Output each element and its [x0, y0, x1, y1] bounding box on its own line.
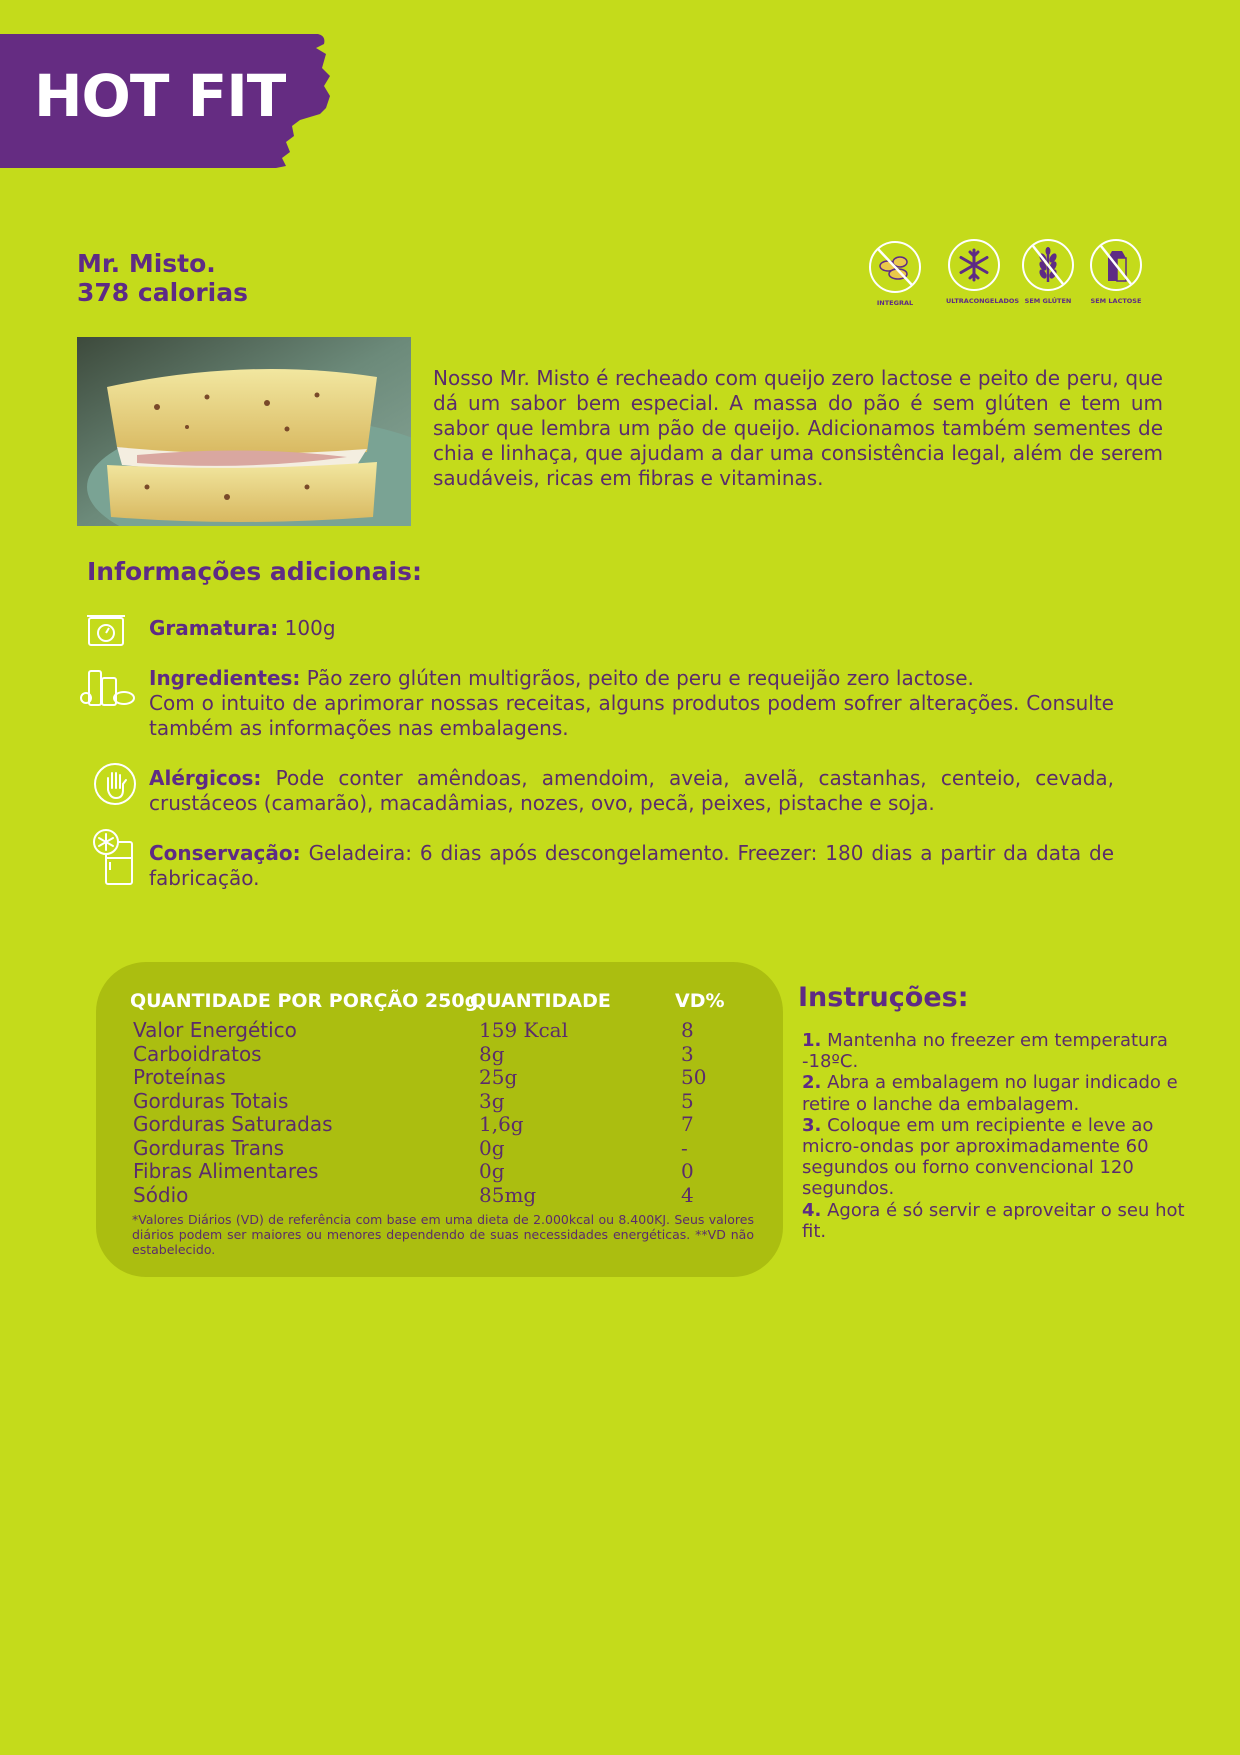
additional-info-title: Informações adicionais:	[87, 557, 422, 586]
nutrition-row-vd: 4	[681, 1182, 694, 1207]
nutrition-row-vd: 3	[681, 1041, 694, 1066]
nutrition-row-quantity: 3g	[479, 1088, 505, 1113]
gramatura-value: 100g	[284, 616, 336, 640]
nutrition-row-quantity: 1,6g	[479, 1112, 524, 1136]
product-photo	[77, 337, 411, 526]
ingredientes-label: Ingredientes:	[149, 666, 301, 690]
ingredients-icon	[80, 668, 136, 712]
nutrition-row-quantity: 159 Kcal	[479, 1018, 568, 1042]
conservacao-label: Conservação:	[149, 841, 301, 865]
gramatura-label: Gramatura:	[149, 616, 279, 640]
nutrition-row-quantity: 0g	[479, 1135, 505, 1160]
alergicos-label: Alérgicos:	[149, 766, 262, 790]
snowflake-icon	[947, 238, 1001, 292]
nutrition-names	[133, 1019, 333, 1207]
badge-sem-gluten	[1020, 238, 1076, 305]
milk-carton-crossed-icon	[1089, 238, 1143, 292]
nutrition-row-name: Carboidratos	[133, 1041, 262, 1066]
nutrition-quantities	[479, 1019, 568, 1207]
ingredientes-value: Pão zero glúten multigrãos, peito de peru e requeijão zero lactose.	[306, 666, 974, 690]
nutrition-row-quantity: 85mg	[479, 1182, 537, 1207]
brand-logo-text: HOT FIT	[34, 62, 286, 130]
product-calories: 378 calorias	[77, 278, 248, 307]
ingredientes-note: Com o intuito de aprimorar nossas receitas, alguns produtos podem sofrer alterações. Consulte também as informações nas embalagens.	[149, 691, 1114, 740]
badge-label: SEM GLÚTEN	[1024, 297, 1072, 305]
step-text: Coloque em um recipiente e leve ao micro-ondas por aproximadamente 60 segundos ou forno convencional 120 segundos.	[802, 1114, 1154, 1200]
instructions-list	[802, 1030, 1214, 1242]
nutrition-vd-values	[681, 1019, 706, 1207]
nutrition-row-vd: 8	[681, 1018, 694, 1042]
step-text: Abra a embalagem no lugar indicado e retire o lanche da embalagem.	[802, 1072, 1178, 1115]
gramatura-info	[149, 616, 1114, 641]
nutrition-header-vd: VD%	[675, 990, 725, 1012]
grains-crossed-icon	[868, 240, 922, 294]
nutrition-row-vd: 50	[681, 1065, 707, 1089]
instruction-step	[802, 1200, 1214, 1242]
nutrition-row-quantity: 8g	[479, 1041, 505, 1066]
product-description: Nosso Mr. Misto é recheado com queijo zero lactose e peito de peru, que dá um sabor bem especial. A massa do pão é sem glúten e tem um sabor que lembra um pão de queijo. Adicionamos também sementes de chia e linhaça, que ajudam a dar uma consistência legal, além de serem saudáveis, ricas em fibras e vitaminas.	[433, 366, 1163, 490]
instruction-step	[802, 1115, 1214, 1200]
nutrition-row-name: Gorduras Trans	[133, 1135, 285, 1160]
conservacao-info	[149, 841, 1114, 891]
nutrition-row-name: Sódio	[133, 1182, 189, 1207]
instructions-title: Instruções:	[798, 982, 969, 1013]
step-number: 3.	[802, 1114, 822, 1136]
nutrition-row-name: Proteínas	[133, 1065, 226, 1089]
nutrition-row-vd: 7	[681, 1112, 694, 1136]
freezer-icon	[92, 828, 136, 890]
nutrition-row-vd: 5	[681, 1088, 694, 1113]
badge-sem-lactose	[1088, 238, 1144, 305]
step-number: 2.	[802, 1072, 822, 1094]
ingredientes-info	[149, 666, 1114, 741]
nutrition-row-vd: -	[681, 1135, 688, 1160]
step-number: 1.	[802, 1030, 822, 1051]
nutrition-row-name: Gorduras Saturadas	[133, 1112, 333, 1136]
step-text: Agora é só servir e aproveitar o seu hot fit.	[802, 1199, 1185, 1242]
nutrition-row-name: Fibras Alimentares	[133, 1159, 319, 1183]
alergicos-info	[149, 766, 1114, 816]
nutrition-row-name: Valor Energético	[133, 1018, 297, 1042]
badge-label: ULTRACONGELADOS	[946, 297, 1020, 305]
step-number: 4.	[802, 1199, 822, 1221]
nutrition-row-name: Gorduras Totais	[133, 1088, 289, 1113]
nutrition-header-quantity: QUANTIDADE	[470, 990, 611, 1012]
product-name: Mr. Misto.	[77, 249, 216, 278]
step-text: Mantenha no freezer em temperatura -18ºC.	[802, 1030, 1168, 1073]
nutrition-header-portion: QUANTIDADE POR PORÇÃO 250g	[130, 990, 479, 1012]
alergicos-value: Pode conter amêndoas, amendoim, aveia, avelã, castanhas, centeio, cevada, crustáceos (camarão), macadâmias, nozes, ovo, pecã, peixes, pistache e soja.	[149, 766, 1115, 815]
badge-label: SEM LACTOSE	[1090, 297, 1142, 305]
nutrition-row-quantity: 25g	[479, 1065, 518, 1089]
badge-integral	[867, 240, 923, 307]
conservacao-value: Geladeira: 6 dias após descongelamento. Freezer: 180 dias a partir da data de fabricação.	[149, 841, 1115, 890]
nutrition-footnote: *Valores Diários (VD) de referência com base em uma dieta de 2.000kcal ou 8.400KJ. Seus valores diários podem ser maiores ou menores dependendo de suas necessidades energéticas. **VD não estabelecido.	[132, 1212, 754, 1257]
nutrition-row-quantity: 0g	[479, 1159, 505, 1183]
hand-stop-icon	[93, 762, 137, 810]
wheat-crossed-icon	[1021, 238, 1075, 292]
scale-icon	[86, 612, 126, 650]
instruction-step	[802, 1072, 1214, 1114]
badge-ultracongelados	[946, 238, 1020, 305]
nutrition-row-vd: 0	[681, 1159, 694, 1183]
instruction-step	[802, 1030, 1214, 1072]
badge-label: INTEGRAL	[876, 299, 914, 307]
